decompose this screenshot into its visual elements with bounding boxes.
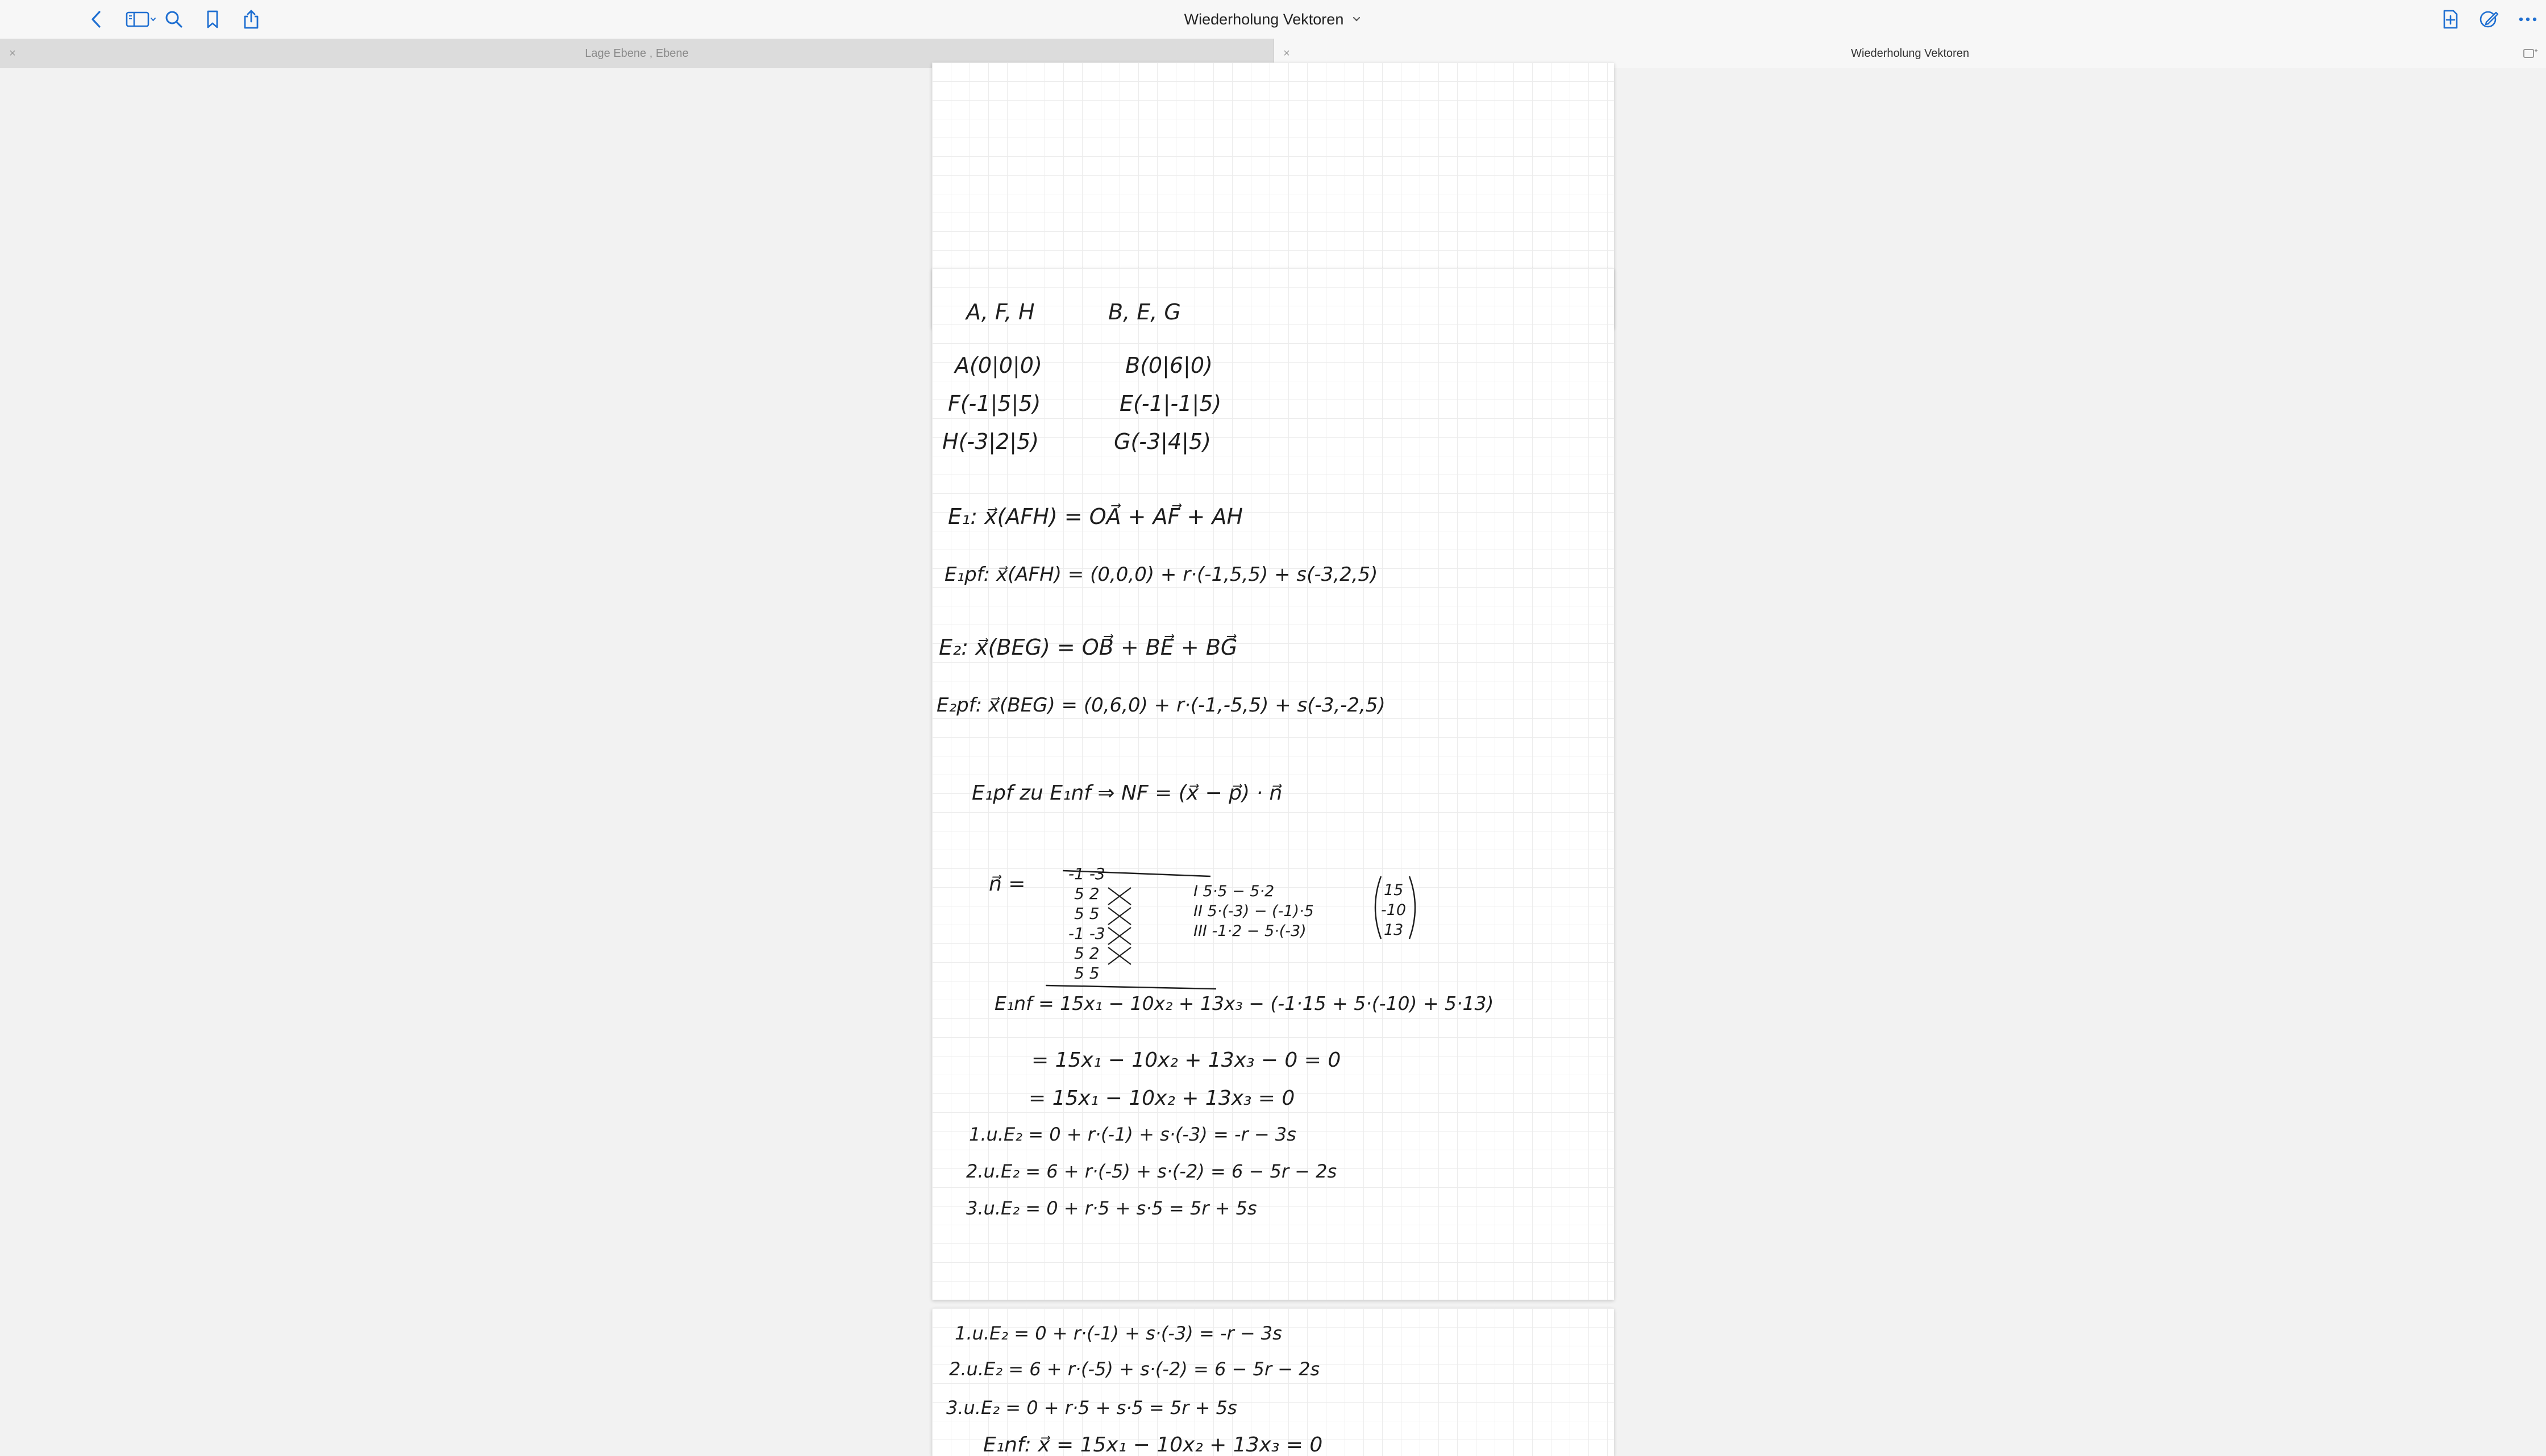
notebook-canvas[interactable] xyxy=(0,68,2546,1456)
point-b: B(0|6|0) xyxy=(1125,353,1213,378)
coordinate-equation-2: 2.u.E₂ = 6 + r·(-5) + s·(-2) = 6 − 5r − 2s xyxy=(966,1160,1337,1182)
new-page-icon xyxy=(2441,9,2460,30)
coordinate-equation-1: 1.u.E₂ = 0 + r·(-1) + s·(-3) = -r − 3s xyxy=(969,1124,1296,1145)
plane-e1-normal-form-final: E₁nf: x⃗ = 15x₁ − 10x₂ + 13x₃ = 0 xyxy=(983,1433,1323,1456)
document-title: Wiederholung Vektoren xyxy=(1184,10,1344,28)
cross-calc-row-2: II 5·(-3) − (-1)·5 xyxy=(1193,902,1314,920)
cross-calc-row-3: III -1·2 − 5·(-3) xyxy=(1193,922,1307,940)
cross-product-row: 5 2 xyxy=(1074,884,1100,903)
add-tab-icon xyxy=(2522,47,2538,60)
coordinate-equation-1: 1.u.E₂ = 0 + r·(-1) + s·(-3) = -r − 3s xyxy=(955,1322,1282,1344)
coordinate-equation-3: 3.u.E₂ = 0 + r·5 + s·5 = 5r + 5s xyxy=(966,1197,1257,1219)
normal-vector-y: -10 xyxy=(1381,901,1407,919)
pen-tools-button[interactable] xyxy=(2472,5,2506,34)
sidebar-toggle-button[interactable] xyxy=(120,5,161,34)
chevron-down-icon xyxy=(1351,15,1362,23)
plane-e2-parameter-form: E₂pf: x⃗(BEG) = (0,6,0) + r·(-1,-5,5) + s(-3,-2,5) xyxy=(937,694,1386,717)
coordinate-equation-3: 3.u.E₂ = 0 + r·5 + s·5 = 5r + 5s xyxy=(946,1397,1237,1418)
sidebar-icon xyxy=(125,10,157,29)
cross-product-row: 5 2 xyxy=(1074,944,1100,963)
plane-e1-definition: E₁: x⃗(AFH) = OA⃗ + AF⃗ + AH xyxy=(948,504,1243,529)
handwriting-layer xyxy=(932,268,1614,1300)
share-icon xyxy=(242,9,261,30)
search-icon xyxy=(164,9,184,30)
new-page-button[interactable] xyxy=(2433,5,2468,34)
normal-vector-x: 15 xyxy=(1384,881,1404,899)
tab-label: Wiederholung Vektoren xyxy=(1851,47,1969,60)
tab-overview-button[interactable] xyxy=(2516,39,2544,68)
normal-vector-z: 13 xyxy=(1384,921,1404,939)
point-g: G(-3|4|5) xyxy=(1114,429,1211,454)
tab-close-icon[interactable]: × xyxy=(9,47,16,60)
form-conversion: E₁pf zu E₁nf ⇒ NF = (x⃗ − p⃗) · n⃗ xyxy=(972,781,1283,805)
normal-form-step-3: = 15x₁ − 10x₂ + 13x₃ = 0 xyxy=(1029,1087,1295,1110)
cross-product-row: -1 -3 xyxy=(1068,864,1105,883)
cross-product-row: 5 5 xyxy=(1074,904,1100,923)
back-button[interactable] xyxy=(80,5,114,34)
chevron-left-icon xyxy=(88,9,105,30)
point-f: F(-1|5|5) xyxy=(948,391,1041,416)
bookmark-icon xyxy=(204,9,221,30)
point-e: E(-1|-1|5) xyxy=(1120,391,1222,416)
points-header-1: A, F, H xyxy=(966,299,1035,325)
search-button[interactable] xyxy=(157,5,191,34)
handwriting-layer xyxy=(932,1308,1614,1456)
normal-vector-label: n⃗ = xyxy=(989,872,1026,896)
notebook-page-2[interactable] xyxy=(932,268,1614,1300)
normal-form-step-2: = 15x₁ − 10x₂ + 13x₃ − 0 = 0 xyxy=(1031,1049,1341,1072)
document-title-menu[interactable] xyxy=(1137,0,1409,39)
cross-calc-row-1: I 5·5 − 5·2 xyxy=(1193,883,1275,900)
point-a: A(0|0|0) xyxy=(955,353,1042,378)
points-header-2: B, E, G xyxy=(1108,299,1181,325)
more-icon xyxy=(2518,16,2538,23)
plane-e1-normal-form: E₁nf = 15x₁ − 10x₂ + 13x₃ − (-1·15 + 5·(-10) + 5·13) xyxy=(995,992,1494,1014)
coordinate-equation-2: 2.u.E₂ = 6 + r·(-5) + s·(-2) = 6 − 5r − 2s xyxy=(949,1358,1320,1380)
plane-e1-parameter-form: E₁pf: x⃗(AFH) = (0,0,0) + r·(-1,5,5) + s(-3,2,5) xyxy=(945,563,1378,586)
plane-e2-definition: E₂: x⃗(BEG) = OB⃗ + BE⃗ + BG⃗ xyxy=(939,635,1238,660)
cross-product-row: -1 -3 xyxy=(1068,924,1105,943)
point-h: H(-3|2|5) xyxy=(942,429,1039,454)
tab-close-icon[interactable]: × xyxy=(1283,47,1290,60)
share-button[interactable] xyxy=(234,5,268,34)
tab-label: Lage Ebene , Ebene xyxy=(585,47,689,60)
top-toolbar xyxy=(0,0,2546,39)
bookmark-button[interactable] xyxy=(195,5,230,34)
more-button[interactable] xyxy=(2511,5,2545,34)
pencil-circle-icon xyxy=(2478,9,2500,30)
notebook-page-3[interactable] xyxy=(932,1308,1614,1456)
cross-product-row: 5 5 xyxy=(1074,964,1100,983)
